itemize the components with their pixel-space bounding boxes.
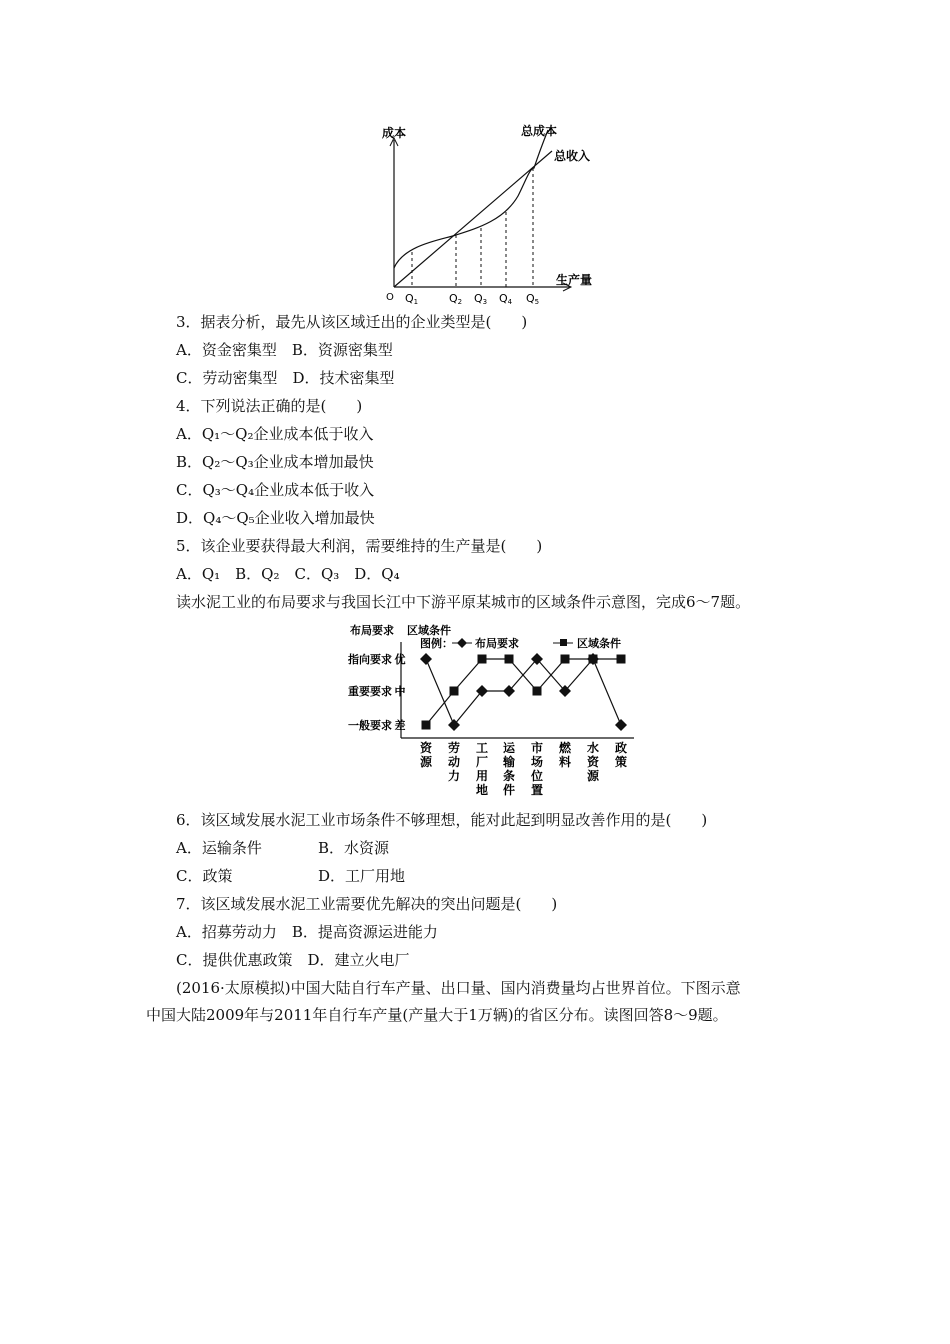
question-5-stem: 5．该企业要获得最大利润，需要维持的生产量是( )	[176, 537, 543, 555]
series-total-cost	[394, 130, 548, 268]
tick-label-q1: Q1	[405, 292, 419, 306]
tick-label-q3: Q3	[474, 292, 488, 306]
category-label-7: 水资源	[586, 741, 600, 783]
cement-industry-chart	[0, 620, 950, 800]
label-total-revenue: 总收入	[554, 149, 591, 163]
point-region-7	[589, 655, 598, 664]
series-total-revenue	[394, 151, 552, 287]
grade-label-1: 优	[394, 653, 406, 666]
cost-revenue-chart	[0, 0, 950, 310]
legend-title: 图例：	[420, 637, 453, 650]
category-label-3: 工厂用地	[475, 741, 489, 797]
point-layout-1	[420, 653, 432, 665]
category-label-4: 运输条件	[502, 741, 516, 797]
question-6-option-b: B．水资源	[318, 839, 390, 857]
category-label-6: 燃料	[558, 741, 572, 769]
question-3-options-ab: A．资金密集型 B．资源密集型	[176, 341, 393, 359]
intro-questions-8-9-line1: (2016·太原模拟)中国大陆自行车产量、出口量、国内消费量均占世界首位。下图示意	[176, 979, 741, 997]
point-region-1	[422, 721, 431, 730]
question-3-stem: 3．据表分析，最先从该区域迁出的企业类型是( )	[176, 313, 528, 331]
level-label-1: 指向要求	[348, 653, 392, 666]
question-6-option-c: C．政策	[176, 867, 233, 885]
question-4-option-a: A．Q₁～Q₂企业成本低于收入	[176, 425, 374, 443]
question-6-option-a: A．运输条件	[176, 839, 262, 857]
question-3-options-cd: C．劳动密集型 D．技术密集型	[176, 369, 395, 387]
level-label-2: 重要要求	[348, 685, 392, 698]
legend-square-marker	[560, 639, 567, 646]
intro-questions-8-9-line2: 中国大陆2009年与2011年自行车产量(产量大于1万辆)的省区分布。读图回答8～9题。	[146, 1006, 728, 1024]
category-label-8: 政策	[614, 741, 628, 769]
point-region-6	[561, 655, 570, 664]
tick-label-q4: Q4	[499, 292, 513, 306]
legend-diamond-marker	[457, 638, 467, 648]
point-region-2	[450, 687, 459, 696]
legend-label-region: 区域条件	[577, 637, 621, 650]
grade-label-3: 差	[394, 719, 406, 732]
point-region-8	[617, 655, 626, 664]
question-4-option-b: B．Q₂～Q₃企业成本增加最快	[176, 453, 374, 471]
category-label-5: 市场位置	[530, 741, 544, 797]
category-label-2: 劳动力	[447, 741, 461, 783]
question-5-options: A．Q₁ B．Q₂ C．Q₃ D．Q₄	[176, 565, 400, 583]
level-label-3: 一般要求	[348, 719, 392, 732]
origin-label: O	[386, 292, 394, 303]
point-region-3	[478, 655, 487, 664]
question-4-option-d: D．Q₄～Q₅企业收入增加最快	[176, 509, 375, 527]
point-layout-8	[615, 719, 627, 731]
question-6-stem: 6．该区域发展水泥工业市场条件不够理想，能对此起到明显改善作用的是( )	[176, 811, 708, 829]
question-6-option-d: D．工厂用地	[318, 867, 406, 885]
axis-title-right: 区域条件	[407, 624, 451, 637]
category-label-1: 资源	[419, 741, 433, 769]
legend-label-layout: 布局要求	[475, 637, 519, 650]
point-region-5	[533, 687, 542, 696]
question-7-stem: 7．该区域发展水泥工业需要优先解决的突出问题是( )	[176, 895, 558, 913]
y-axis-label: 成本	[382, 126, 407, 140]
tick-label-q2: Q2	[449, 292, 463, 306]
axis-title-left: 布局要求	[350, 624, 394, 637]
intro-questions-6-7: 读水泥工业的布局要求与我国长江中下游平原某城市的区域条件示意图，完成6～7题。	[176, 593, 751, 611]
question-4-option-c: C．Q₃～Q₄企业成本低于收入	[176, 481, 375, 499]
label-total-cost: 总成本	[521, 124, 558, 138]
question-4-stem: 4．下列说法正确的是( )	[176, 397, 363, 415]
grade-label-2: 中	[394, 685, 406, 698]
point-region-4	[505, 655, 514, 664]
tick-label-q5: Q5	[526, 292, 540, 306]
question-7-options-cd: C．提供优惠政策 D．建立火电厂	[176, 951, 410, 969]
x-axis-label: 生产量	[556, 273, 593, 287]
question-7-options-ab: A．招募劳动力 B．提高资源运进能力	[176, 923, 438, 941]
